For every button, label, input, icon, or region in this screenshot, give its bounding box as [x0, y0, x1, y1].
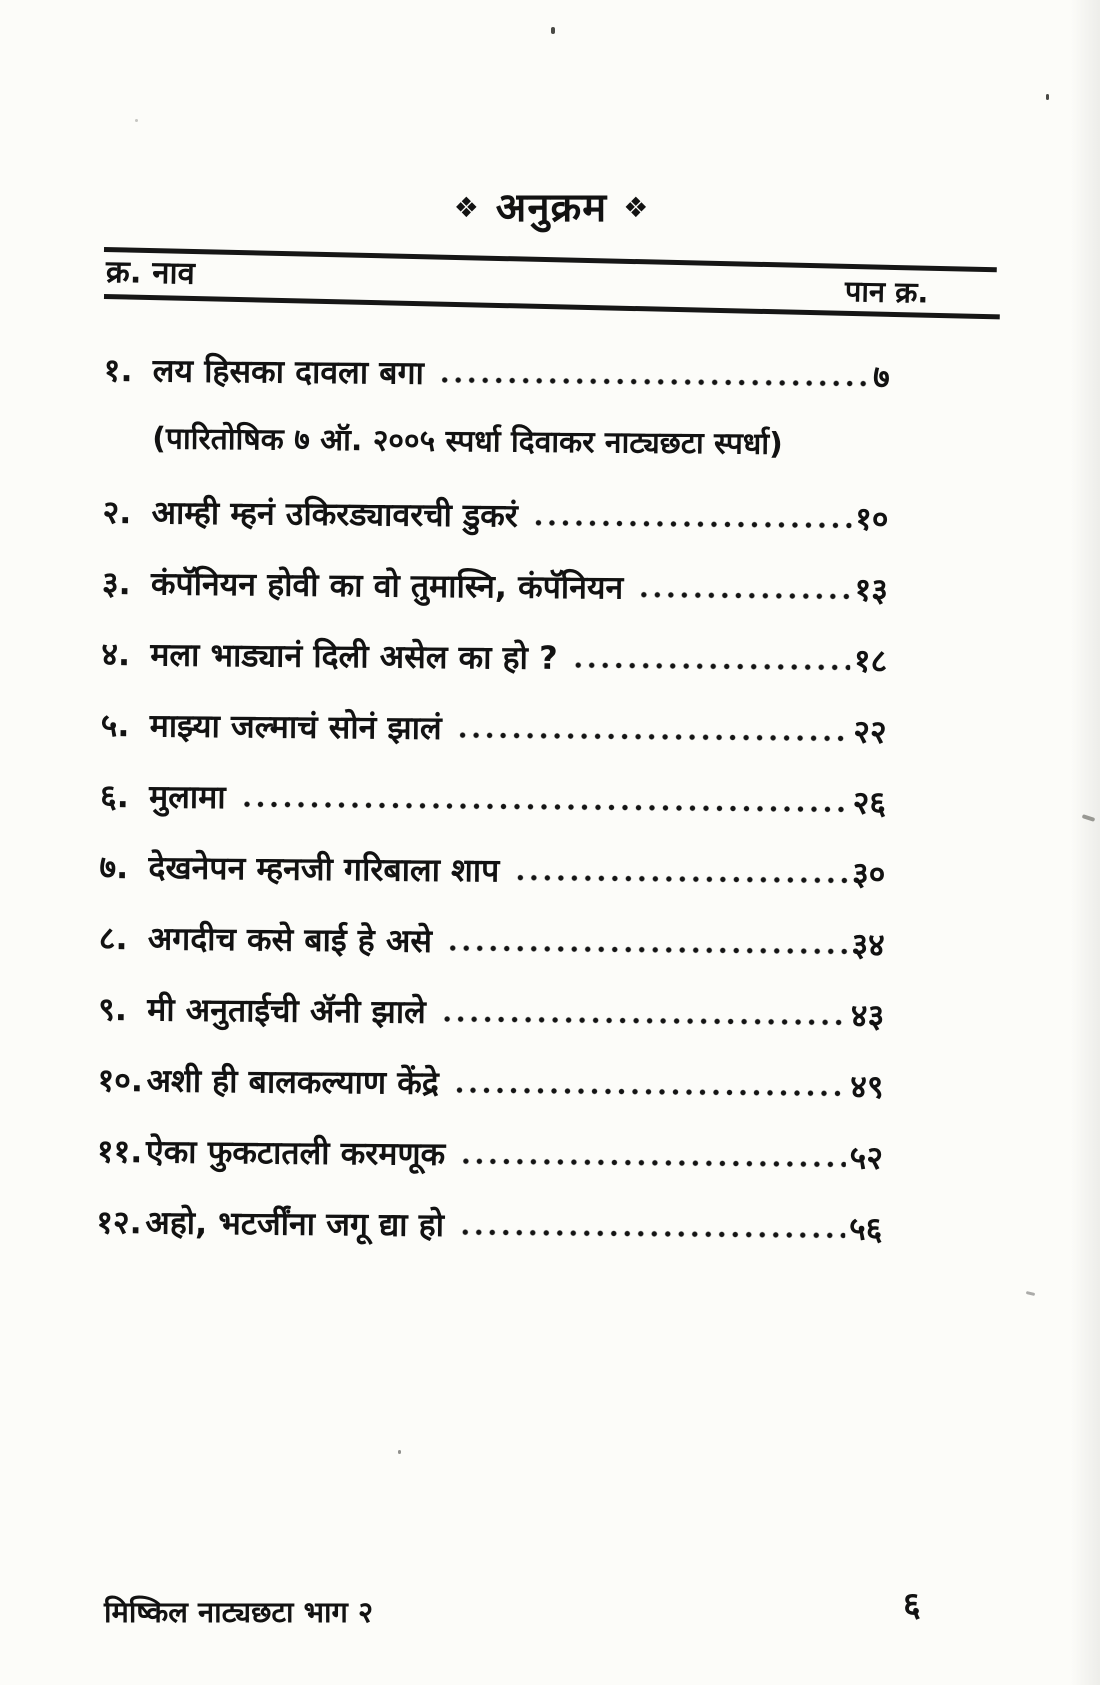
toc-row	[99, 913, 885, 966]
entry-title: अगदीच कसे बाई हे असे	[147, 919, 433, 960]
dot-leader	[517, 873, 848, 886]
entry-title: अहो, भटर्जींना जगू द्या हो	[145, 1203, 445, 1244]
toc-row	[101, 629, 887, 682]
entry-number: ७.	[99, 847, 129, 887]
entry-title: लय हिसका दावला बगा	[152, 351, 425, 392]
toc-row	[99, 842, 885, 895]
entry-title: ऐका फुकटातली करमणूक	[145, 1132, 446, 1174]
entry-page-number: २६	[852, 783, 887, 822]
entry-number: १.	[103, 350, 133, 390]
column-header-number-name: क्र. नाव	[105, 254, 196, 292]
entry-page-number: ३०	[851, 854, 886, 893]
scan-speckle	[1046, 94, 1049, 100]
dot-leader	[462, 1227, 845, 1240]
entry-number: १०.	[97, 1060, 144, 1100]
page-title-text: अनुक्रम	[495, 185, 608, 231]
scan-speckle	[1026, 1291, 1035, 1296]
entry-number: ३.	[101, 563, 131, 603]
entry-title: माझ्या जल्माचं सोनं झालं	[149, 706, 442, 747]
toc-row	[102, 487, 888, 540]
entry-number: १२.	[96, 1202, 142, 1242]
dot-leader	[442, 375, 869, 389]
entry-page-number: ७	[872, 357, 890, 396]
entry-page-number: ४३	[850, 996, 885, 1035]
dot-leader	[460, 730, 850, 743]
entry-page-number: १०	[855, 499, 889, 538]
entry-title: मी अनुताईची ॲनी झाले	[147, 990, 426, 1031]
toc-row	[102, 558, 888, 611]
entry-page-number: १३	[854, 570, 889, 609]
entry-page-number: ५२	[849, 1138, 884, 1177]
entry-title: मुलामा	[148, 777, 226, 817]
toc-row	[100, 771, 886, 824]
entry-number: ५.	[100, 705, 130, 745]
entry-page-number: ५६	[848, 1209, 883, 1248]
toc-row	[96, 1197, 882, 1250]
footer-page-number: ६	[903, 1585, 921, 1625]
entry-page-number: ४९	[850, 1067, 884, 1106]
scan-speckle	[1082, 814, 1096, 822]
entry-number: ११.	[96, 1131, 143, 1171]
toc-row	[104, 345, 890, 398]
entry-number: ८.	[98, 918, 128, 958]
dot-leader	[536, 518, 851, 531]
scan-speckle	[398, 1450, 401, 1454]
entry-number: ६.	[99, 776, 130, 816]
ornament-diamond-icon: ❖	[623, 191, 650, 224]
scan-speckle	[551, 27, 555, 34]
dot-leader	[641, 590, 850, 602]
dot-leader	[457, 1085, 847, 1098]
dot-leader	[463, 1156, 846, 1169]
entry-title: मला भाड्यानं दिली असेल का हो ?	[150, 635, 558, 677]
entry-page-number: २२	[853, 712, 887, 751]
dot-leader	[444, 1014, 847, 1028]
toc-row	[97, 1055, 883, 1108]
entry-note: (पारितोषिक ७ ऑ. २००५ स्पर्धा दिवाकर नाट्यछटा स्पर्धा)	[152, 421, 783, 462]
entry-page-number: १८	[853, 641, 888, 680]
entry-page-number: ३४	[851, 925, 885, 964]
entry-number: ४.	[101, 634, 131, 674]
dot-leader	[576, 660, 850, 672]
entry-title: आम्ही म्हनं उकिरड्यावरची डुकरं	[151, 493, 519, 535]
toc-list	[96, 345, 890, 1275]
ornament-diamond-icon: ❖	[453, 191, 480, 224]
header-rule-top	[104, 247, 997, 272]
toc-row	[98, 984, 884, 1037]
entry-title: कंपॅनियन होवी का वो तुमास्नि, कंपॅनियन	[150, 564, 624, 607]
column-header-page-number: पान क्र.	[844, 274, 929, 310]
dot-leader	[244, 799, 849, 814]
toc-row	[97, 1126, 883, 1179]
entry-title: अशी ही बालकल्याण केंद्रे	[146, 1061, 439, 1102]
toc-row	[101, 700, 887, 753]
page-title	[105, 178, 998, 233]
entry-number: ९.	[98, 989, 128, 1029]
dot-leader	[450, 943, 848, 956]
footer-book-title: मिष्किल नाट्यछटा भाग २	[104, 1595, 374, 1629]
entry-title: देखनेपन म्हनजी गरिबाला शाप	[148, 848, 500, 890]
scan-speckle	[135, 119, 138, 122]
entry-number: २.	[102, 492, 132, 532]
